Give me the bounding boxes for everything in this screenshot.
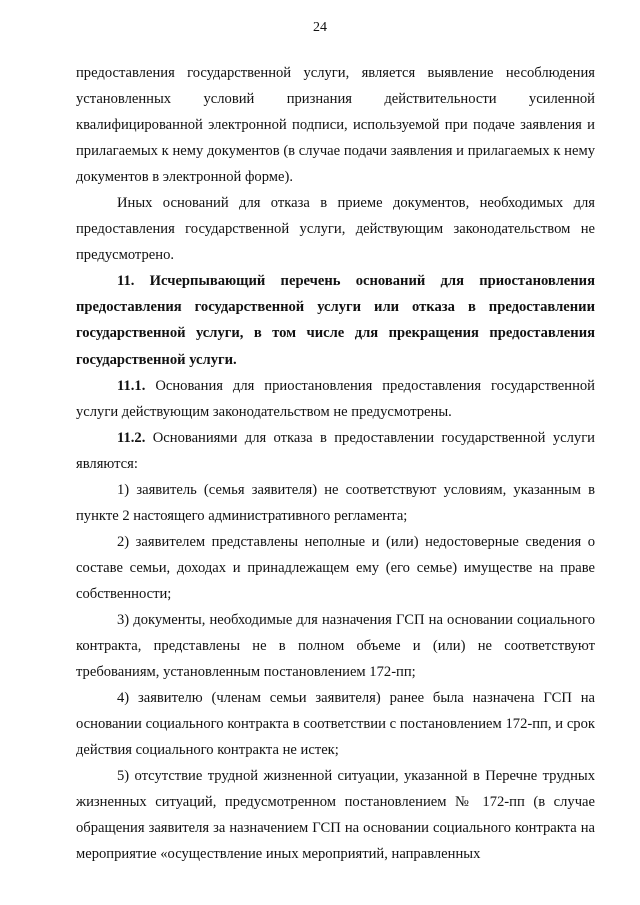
list-item-3: 3) документы, необходимые для назначения ГСП на основании социального контракта, представлены не в полном объеме и (или) не соответствуют требованиям, установленным постановлением 172-пп; [76,611,595,681]
clause-number-11-1: 11.1. [117,377,146,394]
section-heading-11: 11. Исчерпывающий перечень оснований для приостановления предоставления государственной услуги или отказа в предоставлении государственной услуги, в том числе для прекращения предоставления государственной услуги. [76,273,595,368]
list-item-4: 4) заявителю (членам семьи заявителя) ранее была назначена ГСП на основании социального контракта в соответствии с постановлением 172-пп, и срок действия социального контракта не истек; [76,690,595,759]
paragraph-no-other-grounds: Иных оснований для отказа в приеме документов, необходимых для предоставления государственной услуги, действующим законодательством не предусмотрено. [76,195,595,264]
clause-text-11-2: Основаниями для отказа в предоставлении государственной услуги являются: [76,429,595,472]
paragraph-11-1 [76,373,595,425]
paragraph-continuation: предоставления государственной услуги, является выявление несоблюдения установленных условий признания действительности усиленной квалифицированной электронной подписи, используемой при подаче заявления и прилагаемых к нему документов (в случае подачи заявления и прилагаемых к нему документов в электронной форме). [76,65,595,186]
page-number: 24 [313,20,327,35]
paragraph-11-2 [76,425,595,477]
list-item-2: 2) заявителем представлены неполные и (или) недостоверные сведения о составе семьи, доходах и принадлежащем ему (его семье) имуществе на праве собственности; [76,533,595,602]
document-body [76,60,595,867]
list-item-1: 1) заявитель (семья заявителя) не соответствуют условиям, указанным в пункте 2 настоящего административного регламента; [76,481,595,524]
list-item-5: 5) отсутствие трудной жизненной ситуации, указанной в Перечне трудных жизненных ситуаций, предусмотренном постановлением № 172-пп (в случае обращения заявителя за назначением ГСП на основании социального контракта на мероприятие «осуществление иных мероприятий, направленных [76,768,595,863]
clause-text-11-1: Основания для приостановления предоставления государственной услуги действующим законодательством не предусмотрены. [76,377,595,420]
clause-number-11-2: 11.2. [117,429,146,446]
